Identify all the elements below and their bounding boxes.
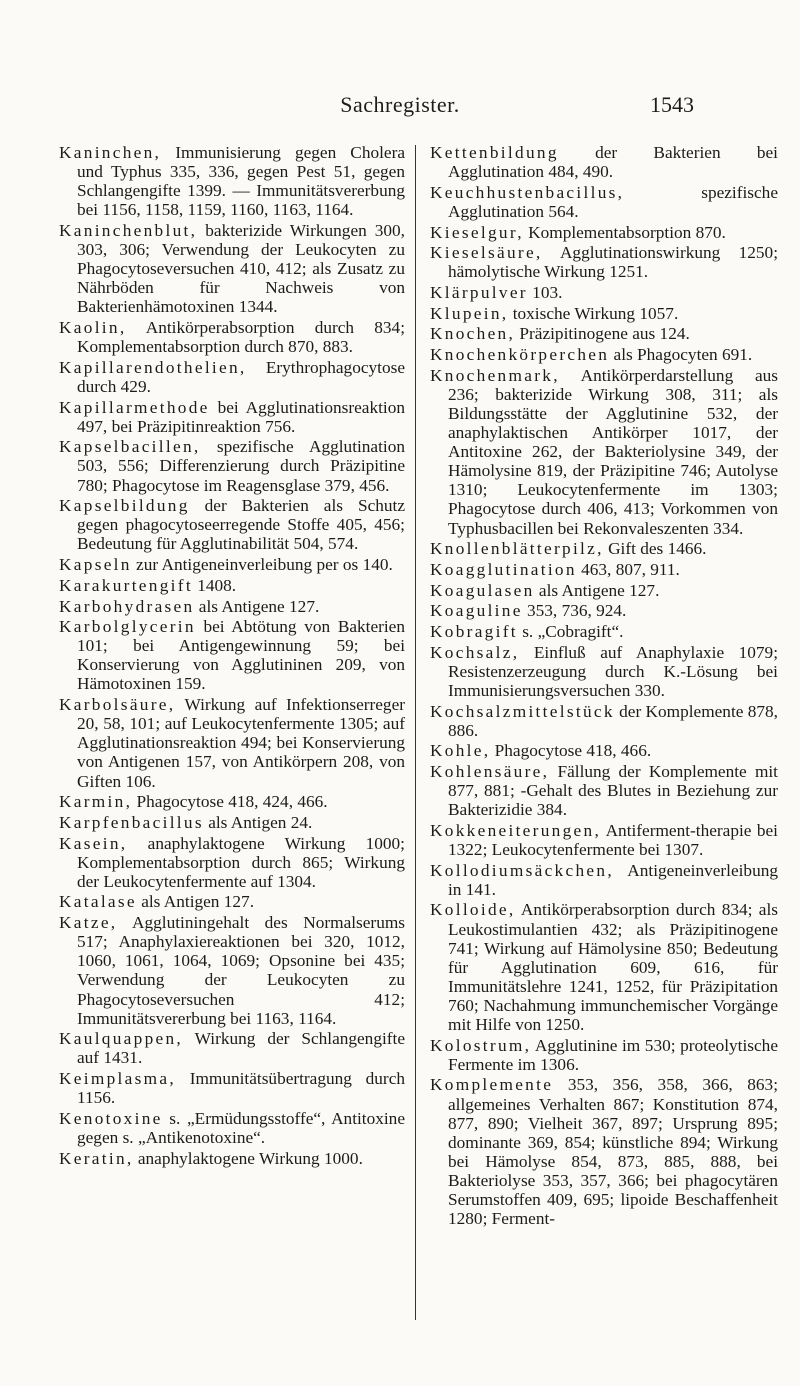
- index-lemma: Karmin,: [59, 792, 133, 812]
- index-entry: [430, 1036, 778, 1074]
- index-lemma: Kolostrum,: [430, 1035, 532, 1055]
- index-lemma: Kettenbildung: [430, 143, 559, 162]
- index-references: Präzipitinogene aus 124.: [515, 324, 690, 344]
- index-lemma: Komplemente: [430, 1075, 554, 1095]
- index-references: Gift des 1466.: [603, 539, 707, 559]
- index-entry: [430, 1075, 778, 1228]
- index-lemma: Koaguline: [430, 601, 523, 621]
- index-lemma: Knollenblätterpilz,: [430, 539, 604, 559]
- index-entry: [430, 821, 778, 859]
- index-entry: [430, 183, 778, 221]
- index-references: Agglutinationswirkung 1250; hämolytische Wirkung 1251.: [448, 243, 778, 282]
- index-entry: [59, 892, 405, 911]
- index-lemma: Katalase: [59, 892, 137, 912]
- index-entry: [430, 601, 778, 620]
- index-lemma: Kaninchenblut,: [59, 220, 198, 240]
- index-entry: [430, 243, 778, 281]
- index-entry: [430, 560, 778, 579]
- column-divider: [415, 145, 416, 1320]
- index-entry: [59, 496, 405, 553]
- index-lemma: Kollodiumsäckchen,: [430, 860, 614, 880]
- index-lemma: Kapseln: [59, 555, 132, 575]
- index-lemma: Knochen,: [430, 324, 516, 344]
- index-lemma: Kobragift: [430, 621, 518, 641]
- page-header: [0, 92, 800, 122]
- index-lemma: Karpfenbacillus: [59, 812, 204, 832]
- index-entry: [59, 143, 405, 219]
- index-references: der Bakterien als Schutz gegen phagocytoseerregende Stoffe 405, 456; Bedeutung für Agglutinabilität 504, 574.: [77, 496, 405, 554]
- index-entry: [59, 221, 405, 316]
- index-lemma: Kochsalz,: [430, 642, 520, 662]
- index-references: s. „Cobragift“.: [517, 621, 624, 641]
- index-references: als Phagocyten 691.: [609, 345, 753, 365]
- index-references: Wirkung der Schlangengifte auf 1431.: [77, 1029, 405, 1068]
- index-references: Antigeneinverleibung in 141.: [448, 860, 778, 899]
- index-entry: [430, 762, 778, 819]
- index-lemma: Kieselsäure,: [430, 243, 543, 263]
- index-references: spezifische Agglutination 564.: [448, 182, 778, 221]
- index-entry: [430, 539, 778, 558]
- index-lemma: Kenotoxine: [59, 1108, 163, 1128]
- index-references: 1408.: [192, 575, 237, 595]
- index-lemma: Knochenmark,: [430, 365, 560, 385]
- index-entry: [59, 576, 405, 595]
- index-lemma: Katze,: [59, 913, 118, 933]
- page-number: 1543: [650, 92, 694, 117]
- index-entry: [430, 622, 778, 641]
- index-references: als Antigen 127.: [136, 892, 255, 912]
- index-references: bei Abtötung von Bakterien 101; bei Antigengewinnung 59; bei Konservierung von Agglutininen 209, von Hämotoxinen 159.: [77, 617, 405, 694]
- index-references: anaphylaktogene Wirkung 1000.: [133, 1148, 363, 1168]
- index-lemma: Kohlensäure,: [430, 762, 550, 781]
- index-references: Agglutiningehalt des Normalserums 517; Anaphylaxiereaktionen bei 320, 1012, 1060, 1061, 1064, 1069; Opsonine bei 435; Verwendung der Leukocyten zu Phagocytoseversuchen 412; Immunitätsvererbung bei 1163, 1164.: [77, 913, 405, 1028]
- index-entry: [430, 741, 778, 760]
- index-references: anaphylaktogene Wirkung 1000; Komplementabsorption durch 865; Wirkung der Leukocytenfermente auf 1304.: [77, 833, 405, 891]
- index-references: der Bakterien bei Agglutination 484, 490.: [448, 143, 778, 182]
- index-references: Erythrophagocytose durch 429.: [77, 357, 405, 396]
- index-references: bei Agglutinationsreaktion 497, bei Präzipitinreaktion 756.: [77, 397, 405, 436]
- index-entry: [430, 900, 778, 1034]
- index-entry: [59, 555, 405, 574]
- index-entry: [430, 702, 778, 740]
- index-lemma: Karakurtengift: [59, 575, 193, 595]
- index-lemma: Keratin,: [59, 1148, 134, 1168]
- index-entry: [59, 398, 405, 436]
- index-lemma: Karbolsäure,: [59, 695, 176, 715]
- index-references: 103.: [527, 283, 563, 303]
- index-lemma: Kapillarendothelien,: [59, 357, 247, 377]
- index-column-left: [59, 143, 405, 1169]
- index-references: Phagocytose 418, 466.: [490, 741, 652, 761]
- index-entry: [59, 1149, 405, 1168]
- index-lemma: Kaulquappen,: [59, 1029, 184, 1049]
- index-lemma: Kapillarmethode: [59, 397, 210, 417]
- index-entry: [59, 695, 405, 790]
- index-entry: [59, 913, 405, 1028]
- index-lemma: Koagulasen: [430, 580, 535, 600]
- index-references: Wirkung auf Infektionserreger 20, 58, 101; auf Leukocytenfermente 1305; auf Agglutinationsreaktion 494; bei Konservierung von Antigenen 157, von Antikörpern 208, von Giften 106.: [77, 695, 405, 791]
- index-lemma: Klärpulver: [430, 283, 528, 303]
- index-entry: [59, 1109, 405, 1147]
- index-references: Fällung der Komplemente mit 877, 881; -Gehalt des Blutes in Beziehung zur Bakterizidie 384.: [448, 762, 778, 820]
- index-references: spezifische Agglutination 503, 556; Differenzierung durch Präzipitine 780; Phagocytose im Reagensglase 379, 456.: [77, 437, 405, 495]
- index-lemma: Koagglutination: [430, 559, 577, 579]
- index-references: Immunisierung gegen Cholera und Typhus 335, 336, gegen Pest 51, gegen Schlangengifte 1399. — Immunitätsvererbung bei 1156, 1158, 1159, 1160, 1163, 1164.: [77, 143, 405, 220]
- index-entry: [59, 437, 405, 494]
- index-references: als Antigene 127.: [194, 596, 320, 616]
- index-references: Antikörperabsorption durch 834; als Leukostimulantien 432; als Präzipitinogene 741; Wirkung auf Hämolysine 850; Bedeutung für Agglutination 609, 616, für Immunitätslehre 1241, 1252, für Präzipitation 760; Nachahmung immunchemischer Vorgänge mit Hilfe von 1250.: [448, 900, 778, 1034]
- running-title: Sachregister.: [340, 92, 460, 117]
- index-lemma: Karbolglycerin: [59, 617, 196, 637]
- index-references: als Antigen 24.: [203, 812, 313, 832]
- index-lemma: Knochenkörperchen: [430, 345, 610, 365]
- index-references: toxische Wirkung 1057.: [508, 303, 679, 323]
- index-entry: [59, 597, 405, 616]
- index-entry: [430, 283, 778, 302]
- index-references: Komplementabsorption 870.: [523, 222, 726, 242]
- index-entry: [430, 143, 778, 181]
- index-entry: [59, 617, 405, 693]
- index-references: Agglutinine im 530; proteolytische Fermente im 1306.: [448, 1035, 778, 1074]
- index-references: bakterizide Wirkungen 300, 303, 306; Verwendung der Leukocyten zu Phagocytoseversuchen 410, 412; als Zusatz zu Nährböden für Nachweis von Bakterienhämotoxinen 1344.: [77, 220, 405, 317]
- index-references: Antikörperdarstellung aus 236; bakterizide Wirkung 308, 311; als Bildungsstätte der Agglutinine 532, der anaphylaktischen Antikörper 1017, der Antitoxine 262, der Bakteriolysine 349, der Hämolysine 819, der Präzipitine 746; Autolyse 1310; Leukocytenfermente im 1303; Phagocytose durch 406, 413; Vorkommen von Typhusbacillen bei Rekonvaleszenten 334.: [448, 365, 778, 538]
- index-references: 463, 807, 911.: [576, 559, 680, 579]
- index-lemma: Keuchhustenbacillus,: [430, 182, 625, 202]
- index-lemma: Karbohydrasen: [59, 596, 195, 616]
- index-entry: [59, 813, 405, 832]
- index-references: zur Antigeneinverleibung per os 140.: [131, 555, 393, 575]
- index-lemma: Kieselgur,: [430, 222, 524, 242]
- index-entry: [430, 581, 778, 600]
- index-references: 353, 356, 358, 366, 863; allgemeines Verhalten 867; Konstitution 874, 877, 890; Vielheit 367, 897; Ursprung 895; dominante 369, 854; künstliche 894; Wirkung bei Hämolyse 854, 873, 885, 888, bei Bakteriolyse 353, 357, 366; bei phagocytären Serumstoffen 409, 695; lipoide Beschaffenheit 1280; Ferment-: [448, 1075, 778, 1229]
- index-entry: [59, 792, 405, 811]
- index-references: Immunitätsübertragung durch 1156.: [77, 1069, 405, 1108]
- index-references: Antiferment-therapie bei 1322; Leukocytenfermente bei 1307.: [448, 820, 778, 859]
- index-references: Einfluß auf Anaphylaxie 1079; Resistenzerzeugung durch K.-Lösung bei Immunisierungsversuchen 330.: [448, 642, 778, 700]
- index-entry: [430, 324, 778, 343]
- index-lemma: Kokkeneiterungen,: [430, 820, 602, 840]
- index-lemma: Kapselbacillen,: [59, 437, 201, 457]
- index-references: s. „Ermüdungsstoffe“, Antitoxine gegen s. „Antikenotoxine“.: [77, 1108, 405, 1147]
- index-entry: [430, 643, 778, 700]
- index-entry: [59, 834, 405, 891]
- index-lemma: Klupein,: [430, 303, 509, 323]
- index-lemma: Kolloide,: [430, 900, 516, 920]
- index-entry: [430, 304, 778, 323]
- index-lemma: Kohle,: [430, 741, 491, 761]
- index-entry: [59, 358, 405, 396]
- index-references: als Antigene 127.: [534, 580, 660, 600]
- index-references: der Komplemente 878, 886.: [448, 701, 778, 740]
- index-entry: [430, 366, 778, 538]
- index-entry: [59, 318, 405, 356]
- index-lemma: Kaolin,: [59, 318, 127, 338]
- index-references: 353, 736, 924.: [522, 601, 627, 621]
- index-lemma: Kochsalzmittelstück: [430, 701, 615, 721]
- index-lemma: Kaninchen,: [59, 143, 162, 162]
- index-references: Phagocytose 418, 424, 466.: [132, 792, 328, 812]
- index-references: Antikörperabsorption durch 834; Komplementabsorption durch 870, 883.: [77, 318, 405, 357]
- index-lemma: Keimplasma,: [59, 1069, 176, 1089]
- index-entry: [430, 345, 778, 364]
- index-lemma: Kapselbildung: [59, 496, 190, 516]
- index-entry: [430, 223, 778, 242]
- index-entry: [59, 1069, 405, 1107]
- index-entry: [59, 1029, 405, 1067]
- index-column-right: [430, 143, 778, 1230]
- index-lemma: Kasein,: [59, 833, 128, 853]
- index-entry: [430, 861, 778, 899]
